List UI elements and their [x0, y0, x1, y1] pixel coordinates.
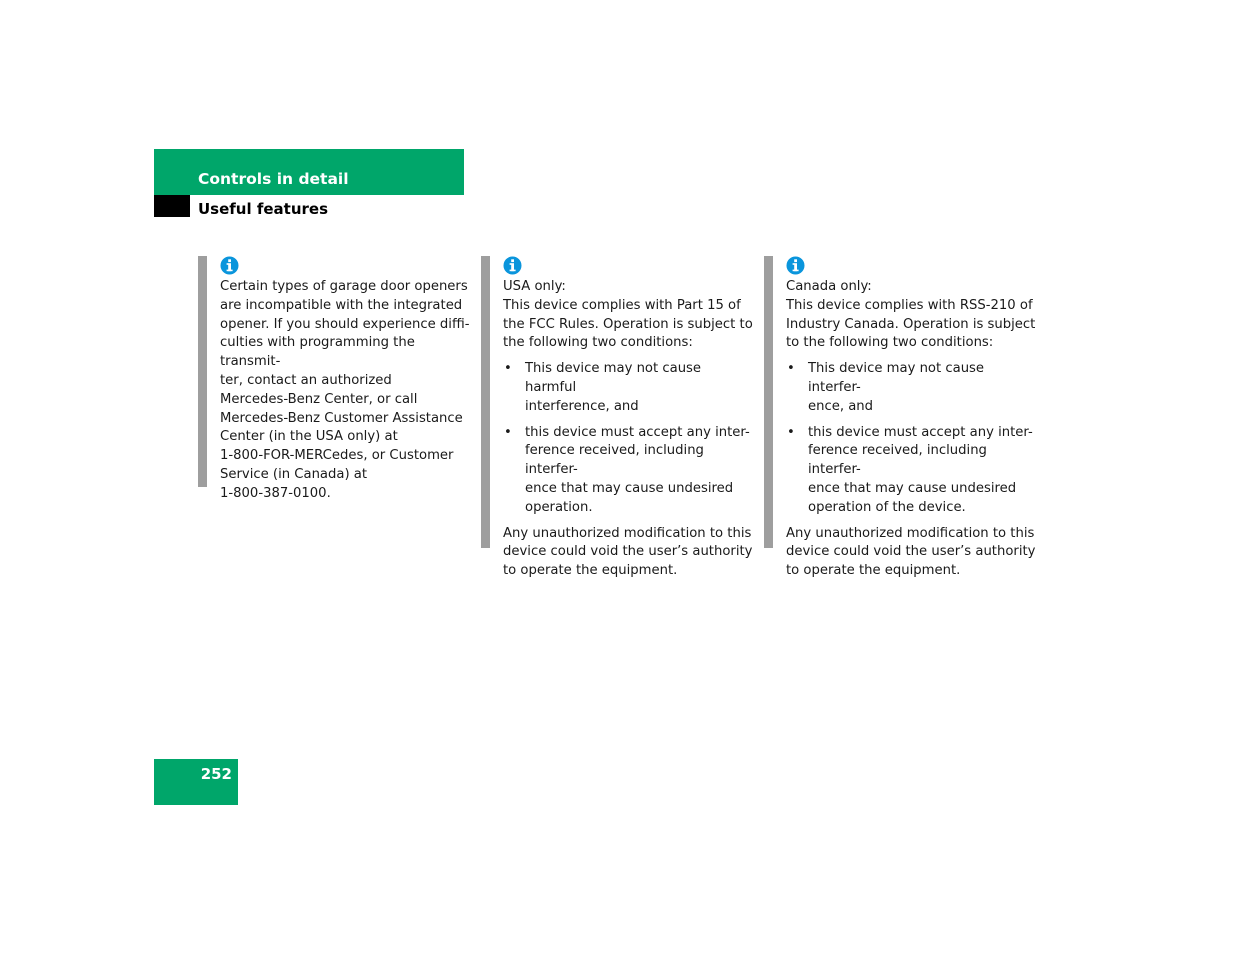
note-intro: This device complies with Part 15 of the FCC Rules. Operation is subject to the following two conditions:: [503, 297, 753, 351]
list-item: • This device may not cause harmful interference, and: [504, 361, 702, 414]
note-text: [786, 278, 1039, 581]
info-note-usa: [481, 256, 756, 579]
info-note-canada: [764, 256, 1039, 579]
note-intro: This device complies with RSS-210 of Industry Canada. Operation is subject to the following two conditions:: [786, 297, 1036, 351]
note-text: [503, 278, 756, 581]
section-title: Controls in detail: [198, 170, 349, 188]
conditions-list: [786, 360, 1039, 517]
note-text: Certain types of garage door openers are incompatible with the integrated opener. If you should experience diffi- culties with programming the transmit- ter, contact an authorized Mercedes-Benz Center, or call Mercedes-Benz Customer Assistance Center (in the USA only) at 1-800-FOR-MERCedes, or Customer Service (in Canada) at 1-800-387-0100.: [220, 279, 470, 501]
info-icon: [503, 256, 522, 275]
list-item: • this device must accept any inter- ference received, including interfer- ence that may cause undesired operation of the device.: [787, 424, 1033, 515]
info-icon: [786, 256, 805, 275]
note-heading: Canada only:: [786, 279, 872, 294]
note-footer: Any unauthorized modification to this device could void the user’s authority to operate the equipment.: [503, 525, 753, 579]
note-heading: USA only:: [503, 279, 566, 294]
info-icon: [220, 256, 239, 275]
subsection-title: Useful features: [198, 200, 329, 218]
list-item: • this device must accept any inter- ference received, including interfer- ence that may cause undesired operation.: [504, 424, 750, 515]
page-number: 252: [200, 765, 232, 783]
info-note-garage-door: [198, 256, 470, 501]
conditions-list: [503, 360, 756, 517]
subsection-marker: [154, 195, 190, 217]
note-footer: Any unauthorized modification to this device could void the user’s authority to operate the equipment.: [786, 525, 1036, 579]
list-item: • This device may not cause interfer- ence, and: [787, 361, 985, 414]
